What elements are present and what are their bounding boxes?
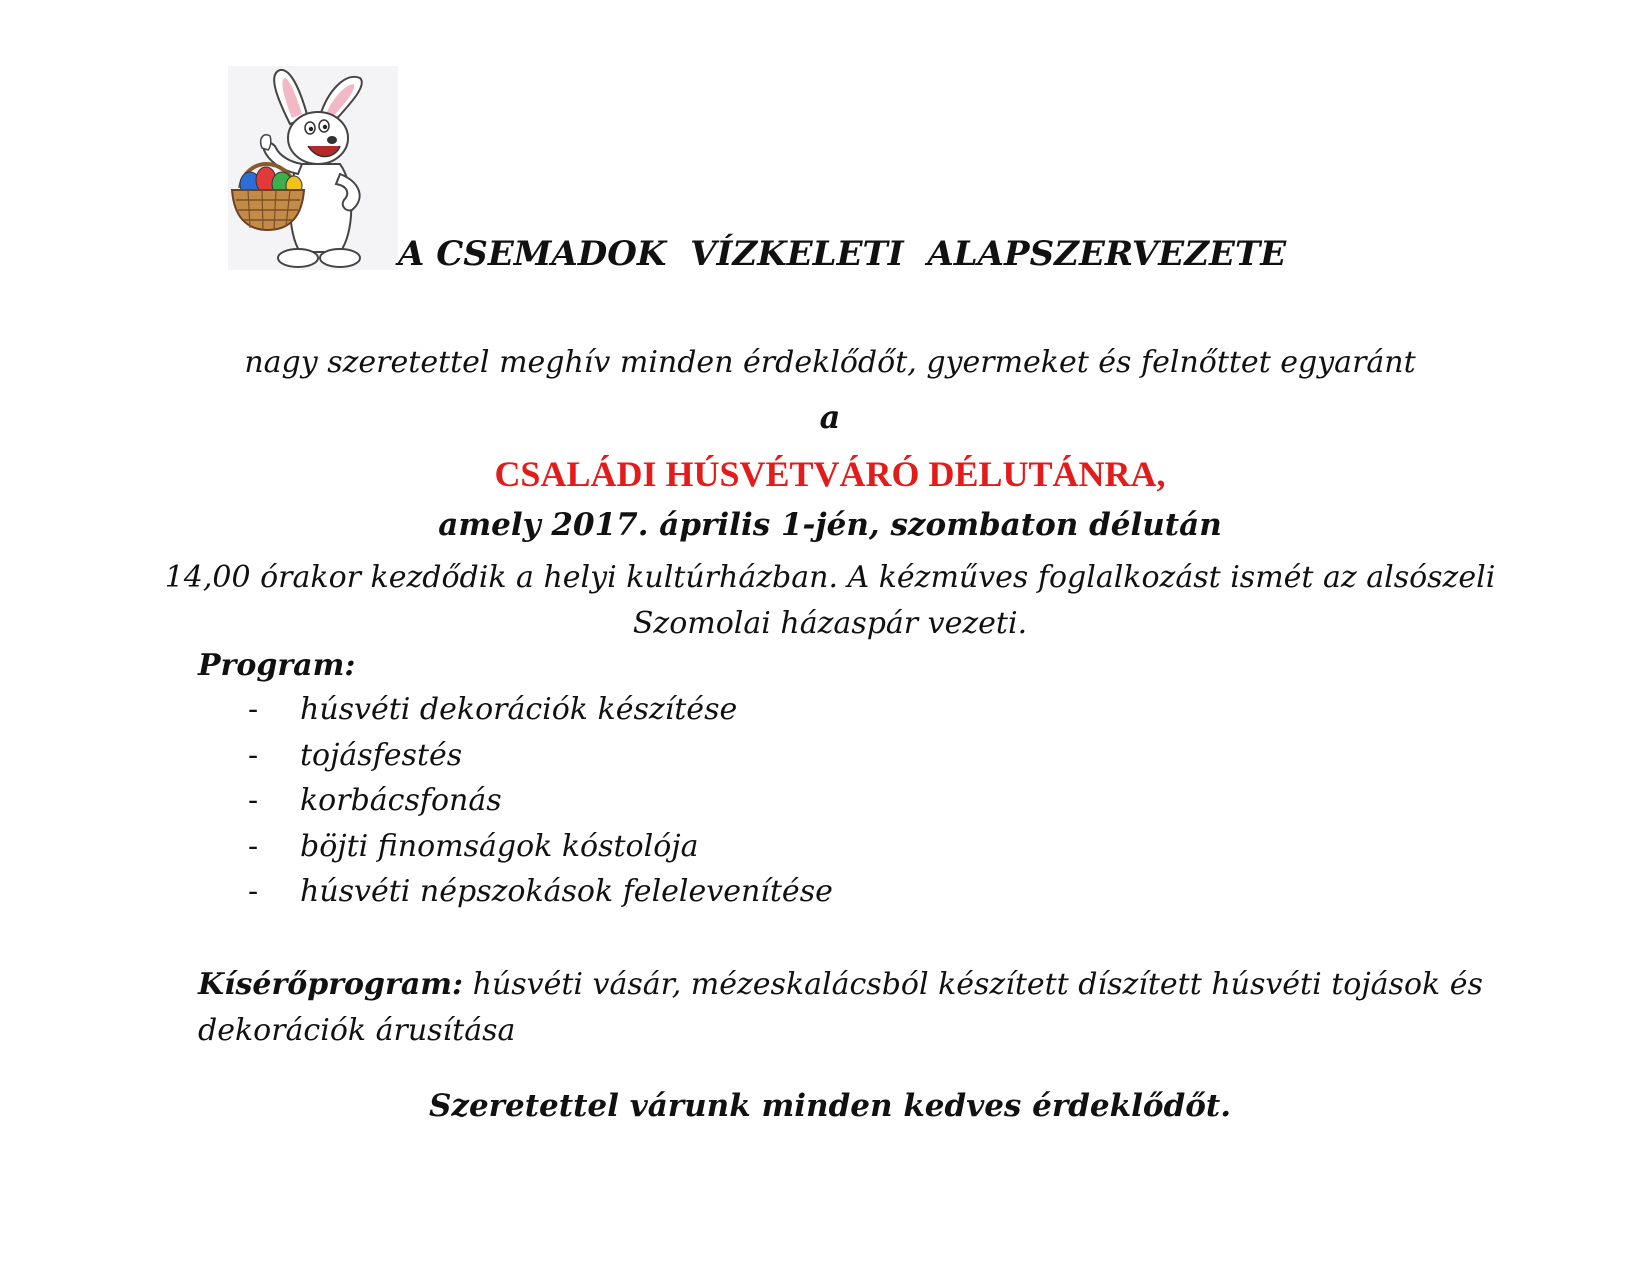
dash-bullet-icon: - bbox=[248, 692, 259, 727]
side-program-label: Kísérőprogram: bbox=[198, 967, 464, 1002]
dash-bullet-icon: - bbox=[248, 737, 259, 773]
program-label: Program: bbox=[198, 648, 356, 683]
program-item: - húsvéti népszokások felelevenítése bbox=[248, 874, 833, 909]
event-time-location: 14,00 órakor kezdődik a helyi kultúrházban. A kézműves foglalkozást ismét az alsószeli Szomolai házaspár vezeti. bbox=[164, 560, 1496, 641]
invitation-intro: nagy szeretettel meghív minden érdeklődőt, gyermeket és felnőttet egyaránt bbox=[244, 345, 1416, 380]
organization-heading: A CSEMADOK VÍZKELETI ALAPSZERVEZETE bbox=[398, 234, 1287, 274]
side-program-text: húsvéti vásár, mézeskalácsból készített díszített húsvéti tojások és dekorációk árusítása bbox=[198, 967, 1483, 1048]
closing-line: Szeretettel várunk minden kedves érdeklődőt. bbox=[428, 1088, 1232, 1124]
event-title: CSALÁDI HÚSVÉTVÁRÓ DÉLUTÁNRA, bbox=[494, 454, 1166, 494]
program-item: - húsvéti dekorációk készítése bbox=[248, 692, 738, 727]
program-item: - böjti finomságok kóstolója bbox=[248, 828, 699, 864]
dash-bullet-icon: - bbox=[248, 783, 259, 818]
program-item: - tojásfestés bbox=[248, 737, 463, 773]
event-date: amely 2017. április 1-jén, szombaton délután bbox=[438, 507, 1222, 543]
dash-bullet-icon: - bbox=[248, 874, 259, 909]
program-list bbox=[248, 692, 833, 920]
easter-bunny-icon bbox=[228, 66, 398, 270]
invitation-article: a bbox=[819, 398, 841, 436]
dash-bullet-icon: - bbox=[248, 828, 259, 864]
program-item: - korbácsfonás bbox=[248, 783, 502, 818]
side-program bbox=[198, 962, 1538, 1054]
